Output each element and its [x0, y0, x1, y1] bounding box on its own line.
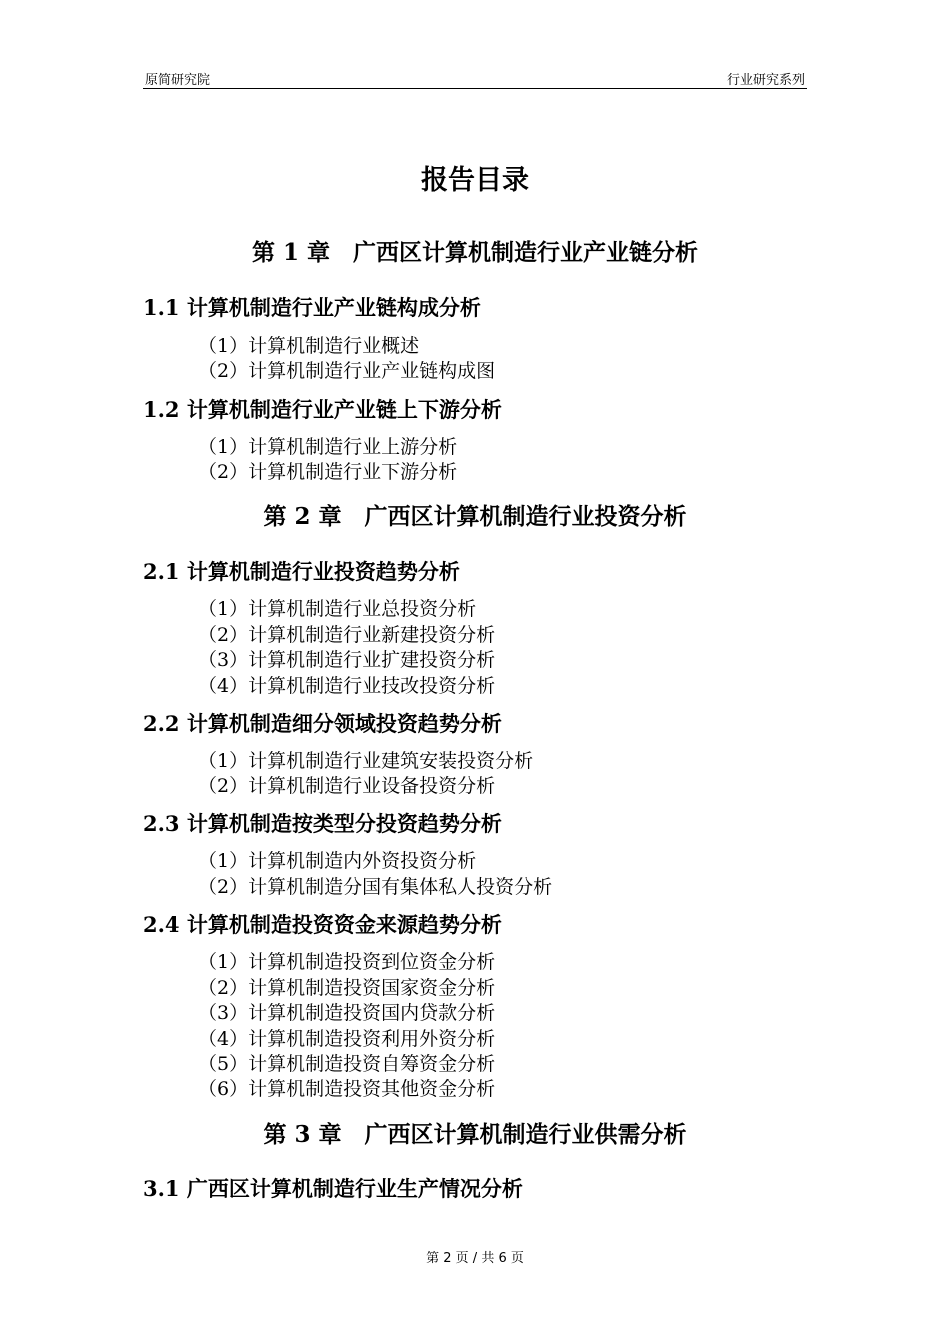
toc-item: （1）计算机制造行业建筑安装投资分析 — [198, 750, 534, 772]
page-number: 第 2 页 / 共 6 页 — [426, 1251, 524, 1266]
chapter-heading: 第 2 章 广西区计算机制造行业投资分析 — [263, 503, 687, 530]
toc-item: （2）计算机制造行业产业链构成图 — [198, 360, 496, 382]
header-series: 行业研究系列 — [726, 73, 805, 88]
toc-item: （2）计算机制造行业新建投资分析 — [198, 624, 496, 646]
section-heading: 2.3 计算机制造按类型分投资趋势分析 — [143, 811, 502, 836]
section-heading: 3.1 广西区计算机制造行业生产情况分析 — [143, 1176, 523, 1201]
section-heading: 2.4 计算机制造投资资金来源趋势分析 — [143, 912, 502, 937]
report-title: 报告目录 — [421, 165, 529, 196]
toc-item: （1）计算机制造行业总投资分析 — [198, 598, 477, 620]
toc-item: （1）计算机制造行业上游分析 — [198, 436, 458, 458]
toc-item: （4）计算机制造投资利用外资分析 — [198, 1028, 496, 1050]
section-heading: 2.2 计算机制造细分领域投资趋势分析 — [143, 711, 502, 736]
toc-item: （2）计算机制造行业设备投资分析 — [198, 775, 496, 797]
toc-item: （2）计算机制造行业下游分析 — [198, 461, 458, 483]
toc-item: （6）计算机制造投资其他资金分析 — [198, 1078, 496, 1100]
header-org: 原简研究院 — [145, 73, 211, 88]
chapter-heading: 第 3 章 广西区计算机制造行业供需分析 — [263, 1121, 687, 1148]
section-heading: 1.1 计算机制造行业产业链构成分析 — [143, 295, 481, 320]
toc-item: （3）计算机制造行业扩建投资分析 — [198, 649, 496, 671]
toc-item: （3）计算机制造投资国内贷款分析 — [198, 1002, 496, 1024]
toc-item: （1）计算机制造投资到位资金分析 — [198, 951, 496, 973]
toc-item: （2）计算机制造投资国家资金分析 — [198, 977, 496, 999]
section-heading: 2.1 计算机制造行业投资趋势分析 — [143, 559, 460, 584]
page-header — [143, 66, 807, 89]
toc-item: （2）计算机制造分国有集体私人投资分析 — [198, 876, 553, 898]
toc-item: （4）计算机制造行业技改投资分析 — [198, 675, 496, 697]
toc-item: （5）计算机制造投资自筹资金分析 — [198, 1053, 496, 1075]
chapter-heading: 第 1 章 广西区计算机制造行业产业链分析 — [251, 239, 699, 266]
section-heading: 1.2 计算机制造行业产业链上下游分析 — [143, 397, 502, 422]
toc-item: （1）计算机制造内外资投资分析 — [198, 850, 477, 872]
toc-item: （1）计算机制造行业概述 — [198, 335, 420, 357]
